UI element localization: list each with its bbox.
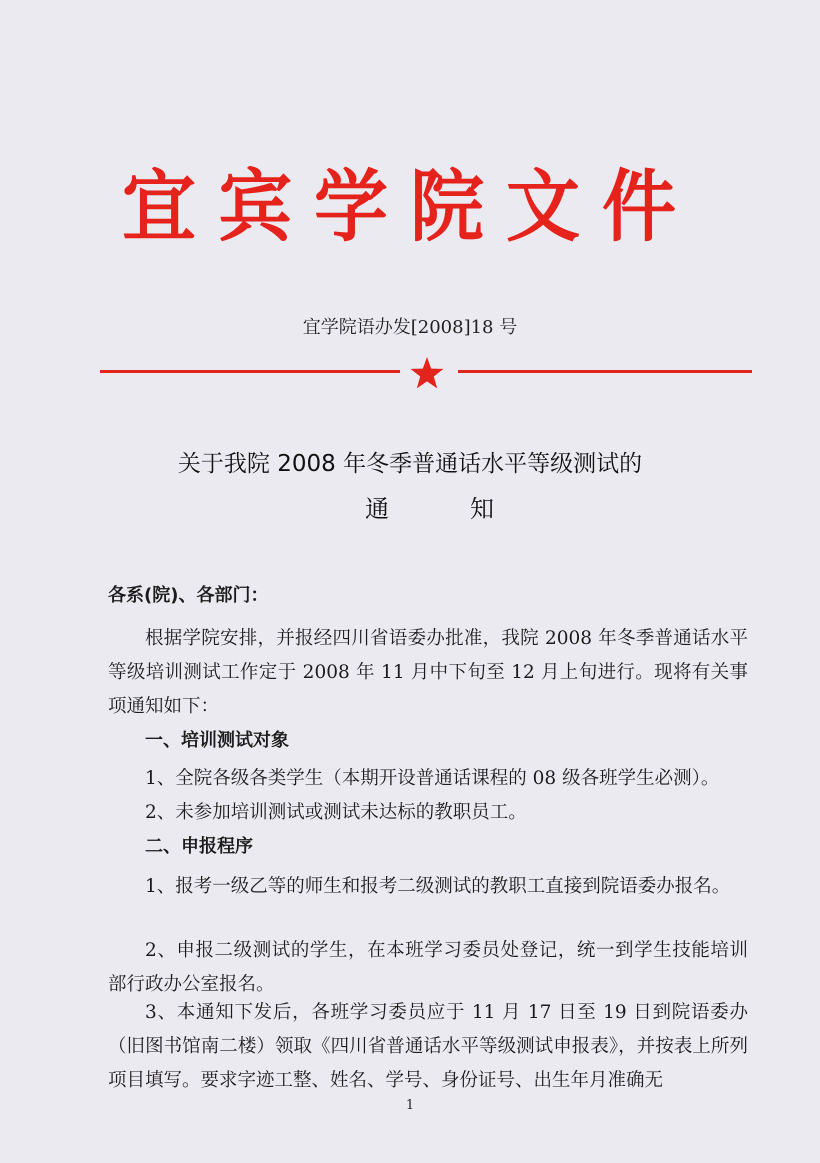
divider-line-right [458,370,752,373]
section1-item-2: 2、未参加培训测试或测试未达标的教职员工。 [145,802,527,823]
notice-title-char-1: 通 [365,495,389,523]
red-divider [100,356,752,388]
star-icon [409,356,445,390]
salutation: 各系(院)、各部门： [108,585,269,606]
section1-item-1: 1、全院各级各类学生（本期开设普通话课程的 08 级各班学生必测）。 [145,768,720,789]
divider-line-left [100,370,400,373]
document-number: 宜学院语办发[2008]18 号 [302,317,518,338]
page-number: 1 [405,1098,415,1113]
notice-title: 关于我院 2008 年冬季普通话水平等级测试的 [177,451,643,477]
letterhead-title: 宜宾学院文件 [122,161,698,253]
section-heading-2: 二、申报程序 [145,836,253,857]
section2-item-2: 2、申报二级测试的学生，在本班学习委员处登记，统一到学生技能培训部行政办公室报名。 [108,940,748,995]
notice-title-char-2: 知 [470,495,494,523]
section2-item-3: 3、本通知下发后，各班学习委员应于 11 月 17 日至 19 日到院语委办（旧图书馆南二楼）领取《四川省普通话水平等级测试申报表》，并按表上所列项目填写。要求字迹工整、姓名、学号、身份证号、出生年月准确无 [108,1002,748,1091]
intro-paragraph: 根据学院安排，并报经四川省语委办批准，我院 2008 年冬季普通话水平等级培训测试工作定于 2008 年 11 月中下旬至 12 月上旬进行。现将有关事项通知如下： [108,628,748,717]
notice-title-notice [0,492,820,526]
section2-item-1: 1、报考一级乙等的师生和报考二级测试的教职工直接到院语委办报名。 [145,876,731,897]
section-heading-1: 一、培训测试对象 [145,730,289,751]
